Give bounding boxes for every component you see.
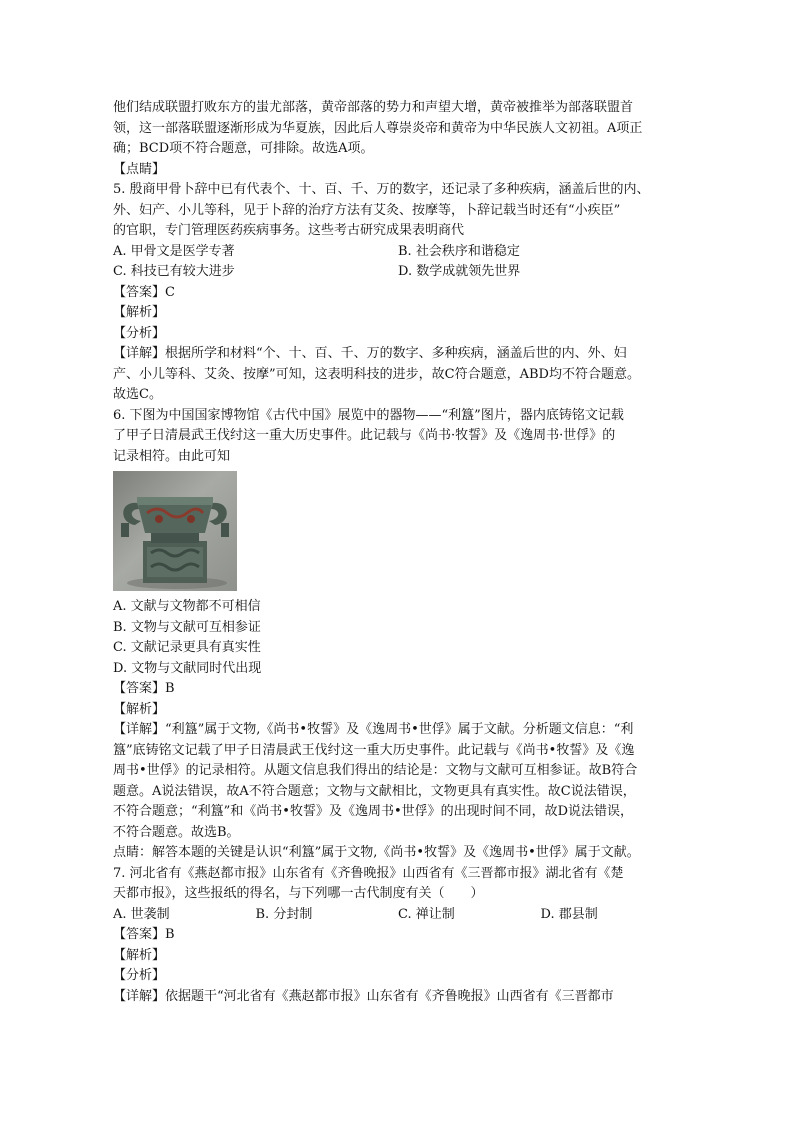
detail-line: 周书•世俘》的记录相符。从题文信息我们得出的结论是：文物与文献可互相参证。故B符合 — [113, 763, 638, 778]
question-6-stem: 了甲子日清晨武王伐纣这一重大历史事件。此记载与《尚书·牧誓》及《逸周书·世俘》的 — [113, 428, 616, 443]
answer-label: 【答案】B — [113, 681, 175, 696]
option-b: B. 社会秩序和谐稳定 — [398, 243, 520, 259]
detail-line: 【详解】根据所学和材料“个、十、百、千、万的数字、多种疾病，涵盖后世的内、外、妇 — [113, 346, 627, 361]
section-tag-dianjing: 【点睛】 — [113, 161, 166, 177]
document-page — [113, 98, 683, 1007]
question-6-stem: 6. 下图为中国国家博物馆《古代中国》展览中的器物——“利簋”图片，器内底铸铭文记载 — [113, 407, 624, 423]
option-d: D. 郡县制 — [540, 906, 598, 922]
detail-line: 簋”底铸铭文记载了甲子日清晨武王伐纣这一重大历史事件。此记载与《尚书•牧誓》及《逸 — [113, 742, 635, 758]
text-line: 确；BCD项不符合题意，可排除。故选A项。 — [113, 141, 374, 156]
answer-label: 【答案】B — [113, 927, 175, 942]
detail-line: 故选C。 — [113, 387, 162, 402]
question-5-stem: 的官职，专门管理医药疾病事务。这些考古研究成果表明商代 — [113, 223, 465, 238]
option-c: C. 科技已有较大进步 — [113, 264, 235, 279]
option-a: A. 世袭制 — [113, 906, 170, 922]
analysis-label: 【解析】 — [113, 947, 166, 963]
question-5-options-row — [113, 262, 683, 283]
question-5-options-row — [113, 242, 683, 263]
li-gui-vessel-image — [113, 471, 237, 591]
answer-label: 【答案】C — [113, 284, 175, 300]
note-line: 点睛：解答本题的关键是认识“利簋”属于文物,《尚书•牧誓》及《逸周书•世俘》属于文献。 — [113, 845, 640, 860]
detail-line: 【详解】“利簋”属于文物,《尚书•牧誓》及《逸周书•世俘》属于文献。分析题文信息：“利 — [113, 722, 634, 737]
analysis-label: 【解析】 — [113, 701, 166, 717]
fenxi-label: 【分析】 — [113, 968, 166, 983]
text-line: 他们结成联盟打败东方的蚩尤部落，黄帝部落的势力和声望大增，黄帝被推举为部落联盟首 — [113, 100, 634, 115]
option-d: D. 文物与文献同时代出现 — [113, 660, 262, 676]
detail-line: 【详解】依据题干“河北省有《燕赵都市报》山东省有《齐鲁晚报》山西省有《三晋都市 — [113, 988, 614, 1004]
option-a: A. 文献与文物都不可相信 — [113, 599, 261, 614]
fenxi-label: 【分析】 — [113, 325, 166, 341]
option-b: B. 文物与文献可互相参证 — [113, 619, 261, 635]
option-b: B. 分封制 — [255, 906, 313, 922]
detail-line: 不符合题意；“利簋”和《尚书•牧誓》及《逸周书•世俘》的出现时间不同，故D说法错误， — [113, 804, 634, 819]
question-7-stem: 天都市报》，这些报纸的得名，与下列哪一古代制度有关（ ） — [113, 886, 484, 901]
question-5-stem: 外、妇产、小儿等科，见于卜辞的治疗方法有艾灸、按摩等，卜辞记载当时还有“小疾臣” — [113, 202, 621, 218]
question-7-options-row — [113, 905, 683, 926]
detail-line: 题意。A说法错误，故A不符合题意；文物与文献相比，文物更具有真实性。故C说法错误， — [113, 783, 636, 799]
option-c: C. 禅让制 — [398, 906, 455, 922]
detail-line: 产、小儿等科、艾灸、按摩”可知，这表明科技的进步，故C符合题意，ABD均不符合题意。 — [113, 366, 640, 382]
option-a: A. 甲骨文是医学专著 — [113, 243, 235, 259]
option-d: D. 数学成就领先世界 — [398, 264, 521, 279]
question-5-stem: 5. 殷商甲骨卜辞中已有代表个、十、百、千、万的数字，还记录了多种疾病，涵盖后世的内、 — [113, 182, 650, 197]
question-6-stem: 记录相符。由此可知 — [113, 448, 231, 464]
detail-line: 不符合题意。故选B。 — [113, 824, 240, 840]
text-line: 领，这一部落联盟逐渐形成为华夏族，因此后人尊崇炎帝和黄帝为中华民族人文初祖。A项正 — [113, 120, 643, 136]
option-c: C. 文献记录更具有真实性 — [113, 640, 261, 655]
bronze-vessel-photo — [113, 471, 237, 591]
analysis-label: 【解析】 — [113, 305, 166, 320]
question-7-stem: 7. 河北省有《燕赵都市报》山东省有《齐鲁晚报》山西省有《三晋都市报》湖北省有《楚 — [113, 865, 624, 881]
